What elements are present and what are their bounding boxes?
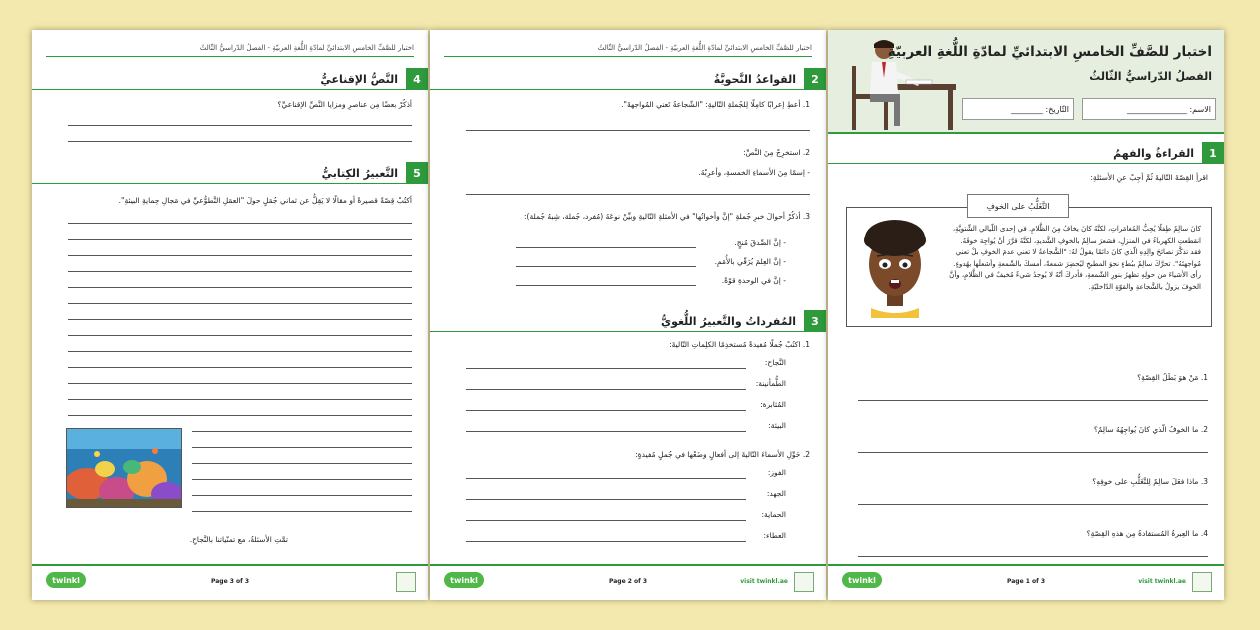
page-header: اختبار للصَّفِّ الخامسِ الابتدائيِّ لمادّةِ اللُّغةِ العربيّةِ - الفصلُ الدّراسيُّ الثّالثُ (597, 44, 812, 52)
answer-line (466, 499, 746, 500)
page-number: Page 1 of 3 (1007, 578, 1045, 585)
answer-line (858, 556, 1208, 557)
answer-line (466, 130, 810, 131)
answer-line (466, 520, 746, 521)
answer-line (68, 125, 412, 126)
vocab-item: العطاء: (763, 531, 786, 540)
answer-line (466, 431, 746, 432)
question-text: 1. أعطِ إعرابًا كامِلًا لِلجُملةِ التّاليةِ: "الشّجاعةُ تَعني المُواجهةَ". (621, 100, 810, 109)
page-title: اختبار للصَّفِّ الخامسِ الابتدائيِّ لمادّةِ اللُّغةِ العربيّةِ (887, 44, 1212, 60)
question-text: 3. ماذا فعَلَ سالِمٌ لِلتَّغَلُّبِ على خوفِهِ؟ (1092, 477, 1208, 486)
page-header: اختبار للصَّفِّ الخامسِ الابتدائيِّ لمادّةِ اللُّغةِ العربيّةِ - الفصلُ الدّراسيُّ الثّالثُ (199, 44, 414, 52)
vocab-item: الحماية: (761, 510, 786, 519)
answer-line (858, 504, 1208, 505)
page-number: Page 2 of 3 (609, 578, 647, 585)
section-title: القواعدُ النَّحويَّةُ (713, 72, 796, 86)
vocab-item: البيئة: (768, 421, 786, 430)
website-link[interactable]: visit twinkl.ae (1138, 578, 1186, 585)
page-subtitle: الفصلُ الدّراسيُّ الثّالثُ (1089, 70, 1212, 83)
section-title: التَّعبيرُ الكِتابيُّ (321, 166, 398, 180)
vocab-item: المُثابرة: (760, 400, 786, 409)
section-title: النَّصُّ الإقناعيُّ (320, 72, 398, 86)
page-footer (828, 564, 1224, 600)
question-text: 2. ما الخوفُ الّذي كانَ يُواجِهُهُ سالِمٌ؟ (1093, 425, 1208, 434)
question-text: 3. أذكُرْ أحوالَ خبرِ جُملةِ "إنَّ وأخواتُها" في الأمثلةِ التّاليةِ وبيِّنْ نوعَهُ (مُفرد، جُملة، شِبهُ جُملة): (524, 212, 810, 221)
section-2-header (430, 68, 826, 90)
answer-line (858, 400, 1208, 401)
example-item: - إنَّ الصِّدقَ مُنجٍ. (734, 238, 786, 247)
twinkl-logo: twinkl (842, 572, 882, 588)
section-title: المُفرداتُ والتَّعبيرُ اللُّغويُّ (660, 314, 796, 328)
question-text: 1. مَنْ هوَ بَطَلُ القِصّةِ؟ (1137, 373, 1208, 382)
vocab-item: الفوز: (767, 468, 786, 477)
section-title: القراءةُ والفهمُ (1113, 146, 1194, 160)
worksheet-page-1 (828, 30, 1224, 600)
story-text: كانَ سالِمٌ طِفلًا يُحِبُّ المُغامَراتِ، لكنَّهُ كانَ يخافُ مِنَ الظَّلامِ. في إحدى اللّيالي الشِّتويَّةِ، انقطعتِ الكهرباءُ في المنزلِ، فشعرَ سالِمٌ بالخوفِ الشَّديدِ، لكنَّهُ قرَّرَ أنْ يُواجِهَ خوفَهُ. فقد تذكَّرَ نصائحَ والِدِهِ الّذي كانَ دائمًا يقولُ لهُ: "الشَّجاعةُ لا تعني عدمَ الخوفِ بلْ تعني مُواجهتَهُ". تحرَّكَ سالِمٌ ببُطءٍ نحوَ المطبخِ ليُحضِرَ شمعةً، أمسكَ بالشّمعةِ وأشعلَها بهُدوءٍ. رأى الأشياءَ من حولِهِ تظهرُ بنورِ الشّمعةِ، فأدركَ أنّهُ لا يُوجدُ شيءٌ مُخيفٌ في الظَّلامِ، وأنَّ الخوفَ يزولُ بالشَّجاعةِ والقوّةِ الدّاخليّةِ. (949, 225, 1201, 291)
vocab-item: الجهد: (766, 489, 786, 498)
instruction-text: اقرأِ القِصّةَ التّاليةَ ثُمَّ أجِبْ عنِ الأسئلةِ: (1090, 173, 1208, 182)
coral-reef-image (66, 428, 182, 508)
vocab-item: النَّجاح: (764, 358, 786, 367)
closing-message: تمَّتِ الأسئلةُ، مع تمنّياتنا بالنَّجاحِ. (189, 535, 288, 544)
quality-badge-icon (1192, 572, 1212, 592)
answer-line (516, 285, 696, 286)
cover-header (828, 30, 1224, 134)
example-item: - إنَّ في الوحدةِ قوّةً. (721, 276, 786, 285)
worksheet-page-3 (32, 30, 428, 600)
worried-boy-icon (857, 218, 933, 318)
page-footer (430, 564, 826, 600)
answer-line (466, 541, 746, 542)
story-box (846, 201, 1212, 327)
section-4-header (32, 68, 428, 90)
question-text: 4. ما العِبرةُ المُستفادةُ مِن هذهِ القِصّةِ؟ (1086, 529, 1208, 538)
section-number: 4 (406, 68, 428, 90)
section-number: 2 (804, 68, 826, 90)
story-title: التَّغَلُّبُ على الخوفِ (967, 194, 1069, 218)
example-item: - إنَّ العِلمَ يُرَقّي بالأُمَمِ. (714, 257, 786, 266)
answer-line (466, 194, 810, 195)
website-link[interactable]: visit twinkl.ae (740, 578, 788, 585)
answer-line (68, 141, 412, 142)
question-text: أكتُبْ قِصّةً قصيرةً أو مقالًا لا يَقِلُّ عن ثماني جُمَلٍ حولَ "العمَلِ التَّطوُّعيِّ في مَجالِ حِمايةِ البيئةِ". (118, 196, 412, 205)
answer-line (466, 368, 746, 369)
answer-line (466, 389, 746, 390)
section-number: 3 (804, 310, 826, 332)
section-number: 5 (406, 162, 428, 184)
page-number: Page 3 of 3 (211, 578, 249, 585)
page-footer (32, 564, 428, 600)
question-text: 2. حَوِّلِ الأسماءَ التّاليةَ إلى أفعالٍ وضَعْها في جُملٍ مُفيدةٍ: (635, 450, 810, 459)
quality-badge-icon (396, 572, 416, 592)
question-text: - إسمًا مِنَ الأسماءِ الخمسةِ، وأعرِبْهُ. (698, 168, 810, 177)
question-text: 2. استخرِجْ مِنَ النَّصِّ: (743, 148, 810, 157)
vocab-item: الطُّمأنينة: (755, 379, 786, 388)
worksheet-page-2 (430, 30, 826, 600)
twinkl-logo: twinkl (46, 572, 86, 588)
section-5-header (32, 162, 428, 184)
answer-line (516, 266, 696, 267)
section-1-header (828, 142, 1224, 164)
twinkl-logo: twinkl (444, 572, 484, 588)
name-field[interactable]: الاسم: _______________ (1082, 98, 1216, 120)
date-field[interactable]: التّاريخ: ________ (962, 98, 1074, 120)
answer-line (858, 452, 1208, 453)
section-3-header (430, 310, 826, 332)
answer-line (466, 478, 746, 479)
question-text: 1. اكتُبْ جُملًا مُفيدةً مُستخدِمًا الكلِماتِ التّاليةَ: (669, 340, 810, 349)
question-text: أذكُرْ بعضًا مِن عناصرِ ومزايا النَّصِّ الإقناعيِّ؟ (277, 100, 412, 109)
quality-badge-icon (794, 572, 814, 592)
answer-line (466, 410, 746, 411)
answer-line (516, 247, 696, 248)
section-number: 1 (1202, 142, 1224, 164)
